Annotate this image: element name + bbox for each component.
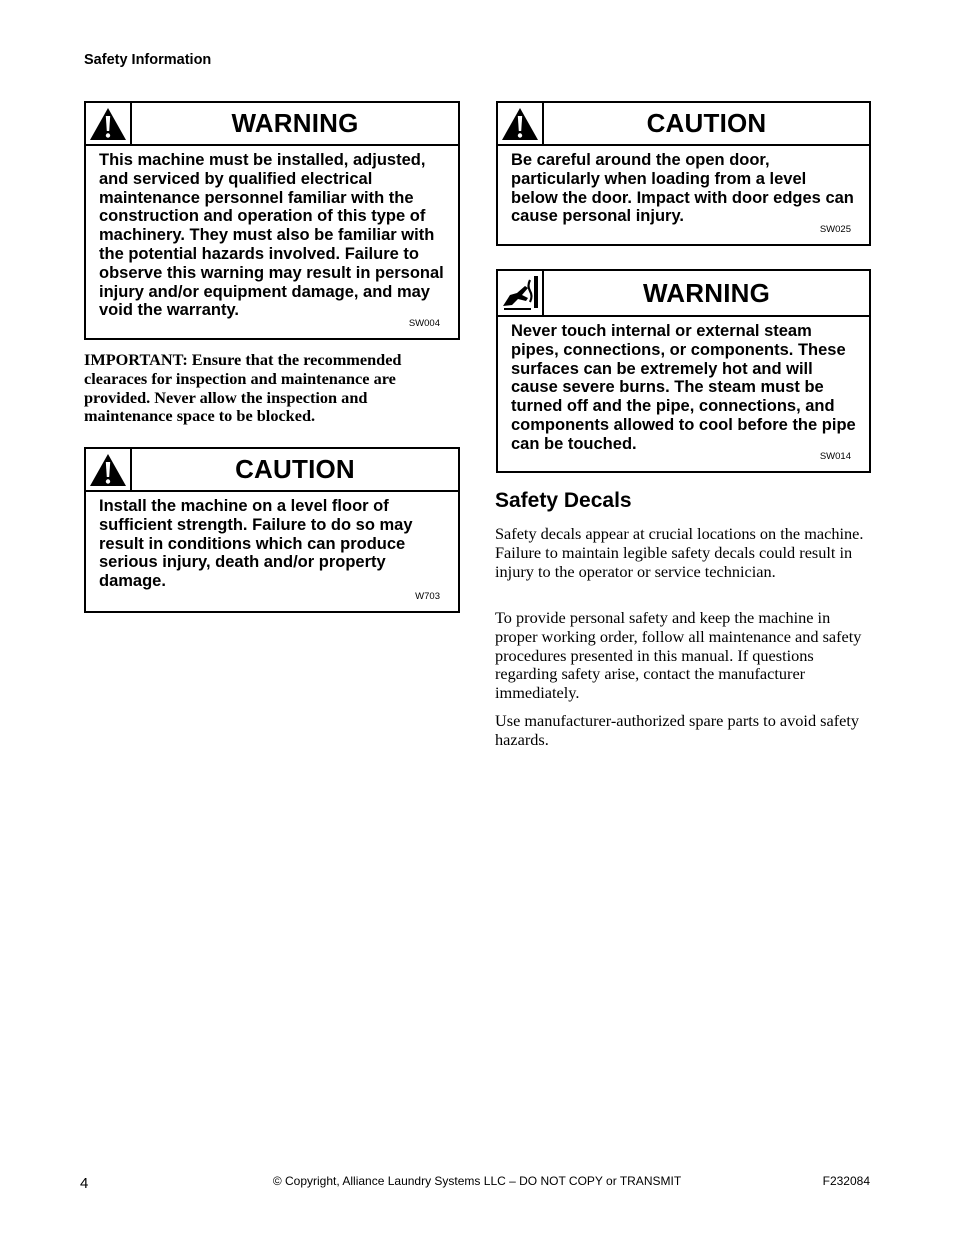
warning-box-header <box>498 271 869 317</box>
caution-box-header <box>86 449 458 492</box>
warning-text: Never touch internal or external steam pipes, connections, or components. These surfaces can be extremely hot and will cause severe burns. The steam must be turned off and the pipe, connections, and components allowed to cool before the pipe can be touched. <box>511 322 856 453</box>
page-number: 4 <box>80 1175 89 1192</box>
caution-text: Install the machine on a level floor of sufficient strength. Failure to do so may result in conditions which can produce serious injury, death and/or property damage. <box>99 497 413 591</box>
warning-box-header <box>86 103 458 146</box>
warning-text: This machine must be installed, adjusted, and serviced by qualified electrical maintenance personnel familiar with the construction and operation of this type of machinery. They must also be familiar with the potential hazards involved. Failure to observe this warning may result in personal injury and/or equipment damage, and may void the warranty. <box>99 151 444 320</box>
hot-surface-burn-icon <box>498 271 544 315</box>
safety-decals-paragraph: Use manufacturer-authorized spare parts to avoid safety hazards. <box>495 711 860 749</box>
section-header: Safety Information <box>84 52 212 68</box>
warning-title: WARNING <box>231 108 359 138</box>
caution-box-level-floor <box>84 447 460 613</box>
caution-title: CAUTION <box>235 454 355 484</box>
copyright-notice: © Copyright, Alliance Laundry Systems LLC – DO NOT COPY or TRANSMIT <box>272 1174 682 1188</box>
safety-decals-paragraph: To provide personal safety and keep the machine in proper working order, follow all maintenance and safety procedures presented in this manual. If questions regarding safety arise, contact the manufacturer immediately. <box>495 608 862 703</box>
caution-title: CAUTION <box>646 108 767 138</box>
caution-box-open-door <box>496 101 871 246</box>
warning-code: SW004 <box>408 318 440 329</box>
warning-triangle-icon <box>86 449 132 490</box>
caution-code: SW025 <box>819 224 851 235</box>
warning-triangle-icon <box>86 103 132 144</box>
caution-text: Be careful around the open door, particularly when loading from a level below the door. Impact with door edges can cause personal injury. <box>511 151 854 226</box>
caution-box-header <box>498 103 869 146</box>
warning-box-installation <box>84 101 460 340</box>
warning-triangle-icon <box>498 103 544 144</box>
important-note: IMPORTANT: Ensure that the recommended clearaces for inspection and maintenance are provided. Never allow the inspection and maintenance space to be blocked. <box>84 350 402 426</box>
document-number: F232084 <box>822 1174 870 1188</box>
safety-decals-heading: Safety Decals <box>495 489 632 512</box>
warning-code: SW014 <box>819 451 851 462</box>
caution-code: W703 <box>415 591 440 602</box>
warning-title: WARNING <box>642 277 771 308</box>
safety-decals-paragraph: Safety decals appear at crucial locations on the machine. Failure to maintain legible safety decals could result in injury to the operator or service technician. <box>495 524 864 581</box>
warning-box-steam-pipes <box>496 269 871 473</box>
